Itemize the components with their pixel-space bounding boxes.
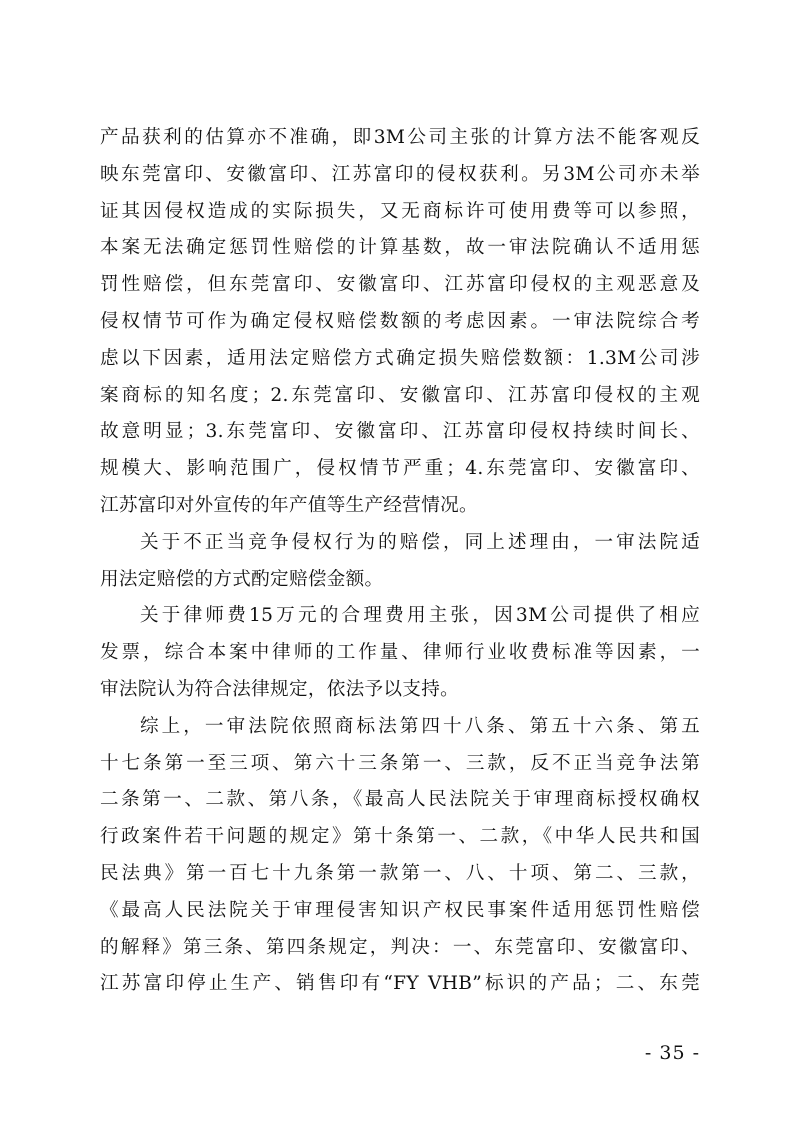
text-line: 故意明显；3.东莞富印、安徽富印、江苏富印侵权持续时间长、	[100, 421, 700, 443]
text-line: 关于不正当竞争侵权行为的赔偿，同上述理由，一审法院适	[140, 531, 700, 553]
text-line: 江苏富印对外宣传的年产值等生产经营情况。	[100, 494, 478, 516]
text-line: 规模大、影响范围广，侵权情节严重；4.东莞富印、安徽富印、	[100, 458, 700, 480]
text-line: 侵权情节可作为确定侵权赔偿数额的考虑因素。一审法院综合考	[100, 310, 700, 332]
text-line: 案商标的知名度；2.东莞富印、安徽富印、江苏富印侵权的主观	[100, 384, 700, 406]
text-line: 民法典》第一百七十九条第一款第一、八、十项、第二、三款，	[100, 862, 700, 884]
page-number: - 35 -	[644, 1042, 700, 1064]
text-line: 产品获利的估算亦不准确，即3M公司主张的计算方法不能客观反	[100, 127, 700, 148]
text-line: 用法定赔偿的方式酌定赔偿金额。	[100, 568, 384, 590]
text-line: 二条第一、二款、第八条，《最高人民法院关于审理商标授权确权	[100, 789, 700, 811]
text-line: 综上，一审法院依照商标法第四十八条、第五十六条、第五	[140, 715, 700, 737]
text-line: 审法院认为符合法律规定，依法予以支持。	[100, 678, 459, 700]
text-line: 映东莞富印、安徽富印、江苏富印的侵权获利。另3M公司亦未举	[100, 163, 700, 185]
text-line: 虑以下因素，适用法定赔偿方式确定损失赔偿数额：1.3M公司涉	[100, 347, 700, 369]
text-line: 《最高人民法院关于审理侵害知识产权民事案件适用惩罚性赔偿	[100, 899, 700, 921]
text-line: 江苏富印停止生产、销售印有“FY VHB”标识的产品；二、东莞	[100, 973, 700, 995]
body-text	[100, 120, 700, 1003]
text-line: 十七条第一至三项、第六十三条第一、三款，反不正当竞争法第	[100, 752, 700, 774]
text-line: 发票，综合本案中律师的工作量、律师行业收费标准等因素，一	[100, 642, 700, 664]
text-line: 关于律师费15万元的合理费用主张，因3M公司提供了相应	[140, 605, 700, 627]
text-line: 行政案件若干问题的规定》第十条第一、二款，《中华人民共和国	[100, 826, 700, 848]
text-line: 本案无法确定惩罚性赔偿的计算基数，故一审法院确认不适用惩	[100, 237, 700, 259]
text-line: 的解释》第三条、第四条规定，判决：一、东莞富印、安徽富印、	[100, 936, 700, 958]
text-line: 罚性赔偿，但东莞富印、安徽富印、江苏富印侵权的主观恶意及	[100, 274, 700, 296]
text-line: 证其因侵权造成的实际损失，又无商标许可使用费等可以参照，	[100, 200, 700, 222]
